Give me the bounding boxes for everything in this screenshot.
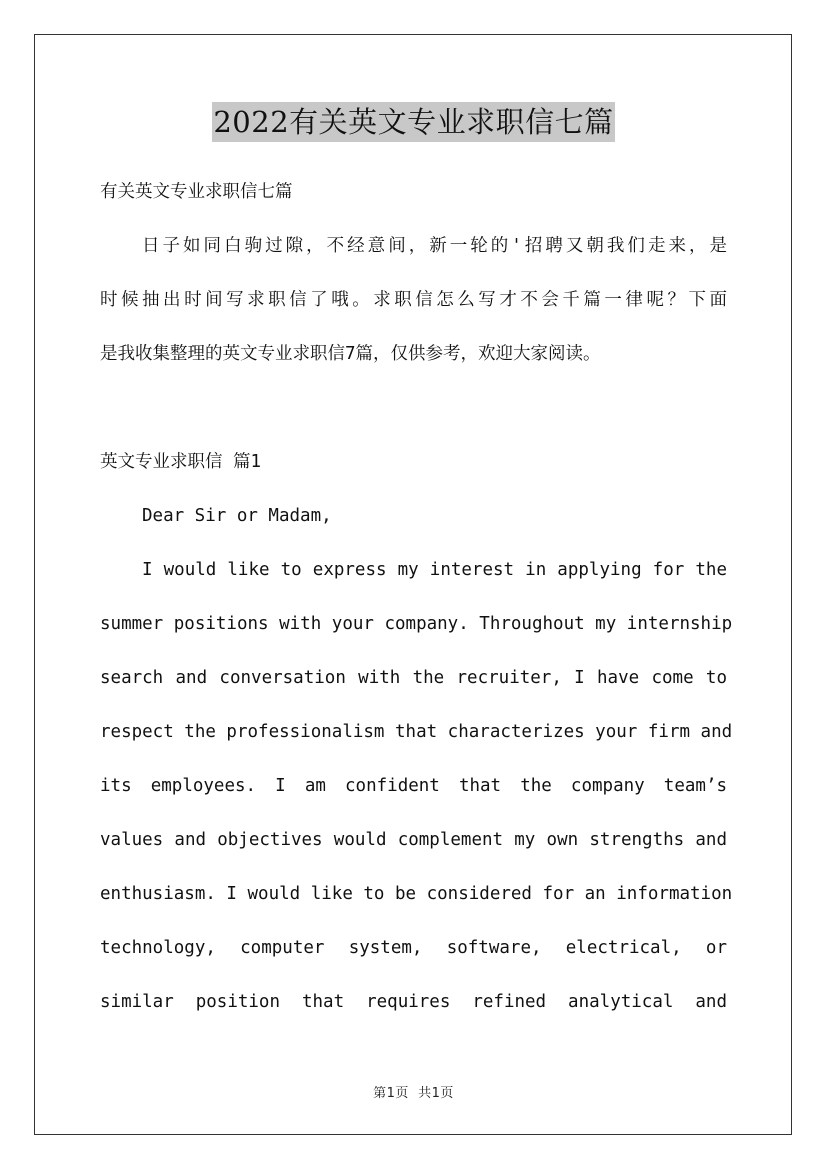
page-total: 共1页 xyxy=(418,1086,454,1101)
intro-line-1: 日子如同白驹过隙，不经意间，新一轮的'招聘又朝我们走来，是 xyxy=(142,236,727,256)
letter-line-8: technology, computer system, software, electrical, or xyxy=(100,938,727,958)
page-footer xyxy=(0,1082,827,1101)
letter-line-3: search and conversation with the recruiter, I have come to xyxy=(100,668,727,688)
subtitle: 有关英文专业求职信七篇 xyxy=(100,182,293,202)
letter-line-6: values and objectives would complement my own strengths and xyxy=(100,830,727,850)
letter-line-1: I would like to express my interest in applying for the xyxy=(142,560,727,580)
page-number: 第1页 xyxy=(373,1086,409,1101)
letter-line-9: similar position that requires refined analytical and xyxy=(100,992,727,1012)
letter-line-4: respect the professionalism that characterizes your firm and xyxy=(100,722,733,742)
title-container xyxy=(0,102,827,142)
document-body xyxy=(100,172,733,1036)
letter-line-7: enthusiasm. I would like to be considered for an information xyxy=(100,884,733,904)
letter-line-2: summer positions with your company. Throughout my internship xyxy=(100,614,733,634)
section-heading: 英文专业求职信 篇1 xyxy=(100,452,262,472)
paragraph-gap xyxy=(100,388,727,442)
document-title: 2022有关英文专业求职信七篇 xyxy=(212,102,614,142)
intro-line-2: 时候抽出时间写求职信了哦。求职信怎么写才不会千篇一律呢？下面 xyxy=(100,290,727,310)
salutation: Dear Sir or Madam, xyxy=(142,506,332,526)
intro-line-3: 是我收集整理的英文专业求职信7篇，仅供参考，欢迎大家阅读。 xyxy=(100,344,601,364)
letter-line-5: its employees. I am confident that the company team’s xyxy=(100,776,727,796)
